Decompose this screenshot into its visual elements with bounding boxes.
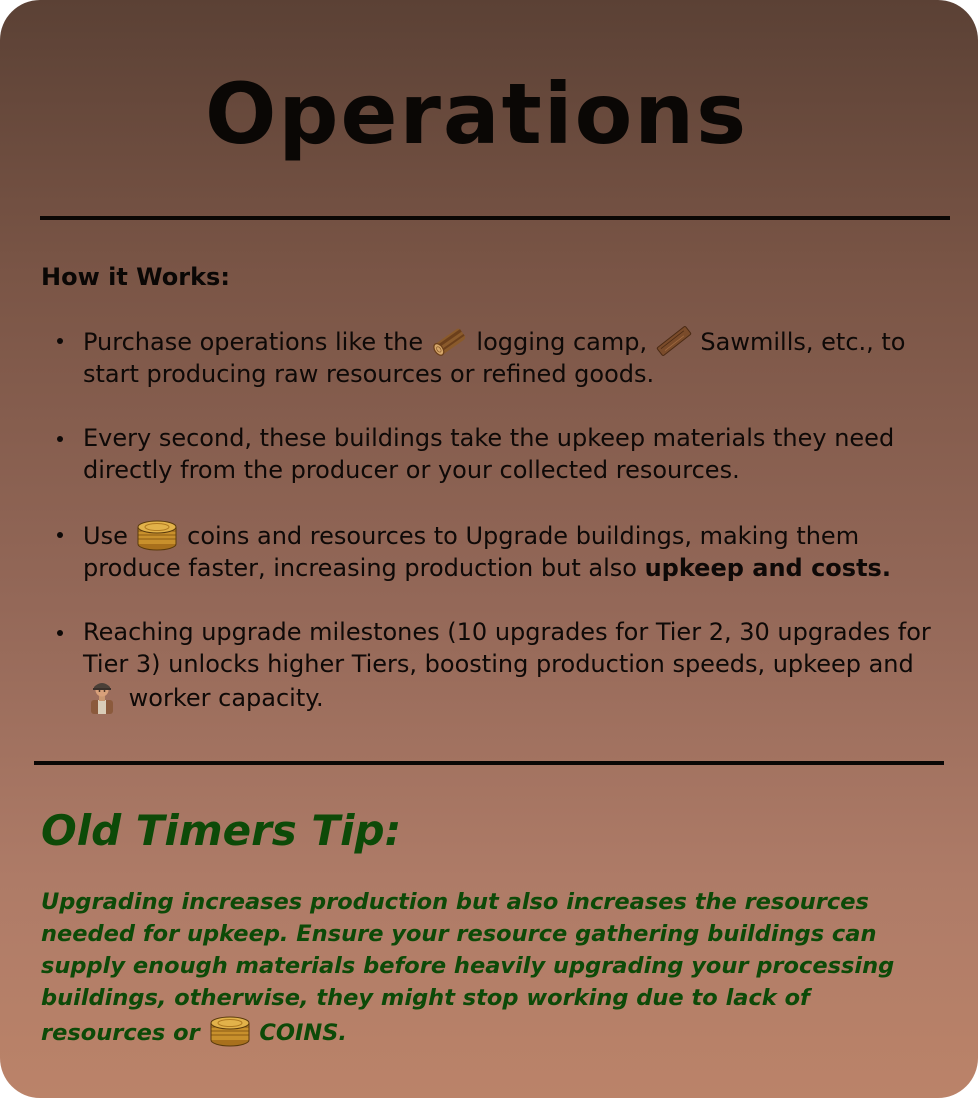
bullet-bold-text: upkeep and costs. <box>644 554 891 582</box>
bullet-text: logging camp, <box>476 328 648 356</box>
coins-icon <box>135 518 179 552</box>
list-item <box>41 616 941 714</box>
bullet-text: Use <box>83 522 128 550</box>
worker-icon <box>83 680 121 714</box>
section-divider <box>34 761 944 765</box>
tip-body <box>41 886 941 1049</box>
log-icon <box>431 324 469 358</box>
page-title: Operations <box>205 65 749 163</box>
bullet-dot <box>57 532 63 538</box>
bullet-dot <box>57 436 63 442</box>
bullet-text: coins and resources to Upgrade buildings, making them produce faster, increasing production but also <box>83 522 860 582</box>
tip-end-text: COINS. <box>259 1020 347 1046</box>
how-it-works-list <box>41 324 941 746</box>
list-item <box>41 422 941 486</box>
how-it-works-heading: How it Works: <box>41 263 230 291</box>
bullet-text: Purchase operations like the <box>83 328 424 356</box>
bullet-text: Sawmills, etc., to start producing raw resources or refined goods. <box>83 328 906 388</box>
list-item <box>41 324 941 390</box>
bullet-dot <box>57 630 63 636</box>
plank-icon <box>655 324 693 358</box>
bullet-text: Reaching upgrade milestones (10 upgrades for Tier 2, 30 upgrades for Tier 3) unlocks higher Tiers, boosting production speeds, upkeep and <box>83 618 931 678</box>
bullet-dot <box>57 338 63 344</box>
bullet-text: Every second, these buildings take the upkeep materials they need directly from the producer or your collected resources. <box>83 424 895 484</box>
list-item <box>41 518 941 584</box>
tip-heading: Old Timers Tip: <box>41 806 402 855</box>
title-divider <box>40 216 950 220</box>
bullet-text: worker capacity. <box>128 684 324 712</box>
tip-text: Upgrading increases production but also increases the resources needed for upkeep. Ensure your resource gathering buildings can supply enough materials before heavily upgrading your processing buildings, otherwise, they might stop working due to lack of resources or <box>41 889 895 1046</box>
coins-icon <box>208 1014 252 1048</box>
